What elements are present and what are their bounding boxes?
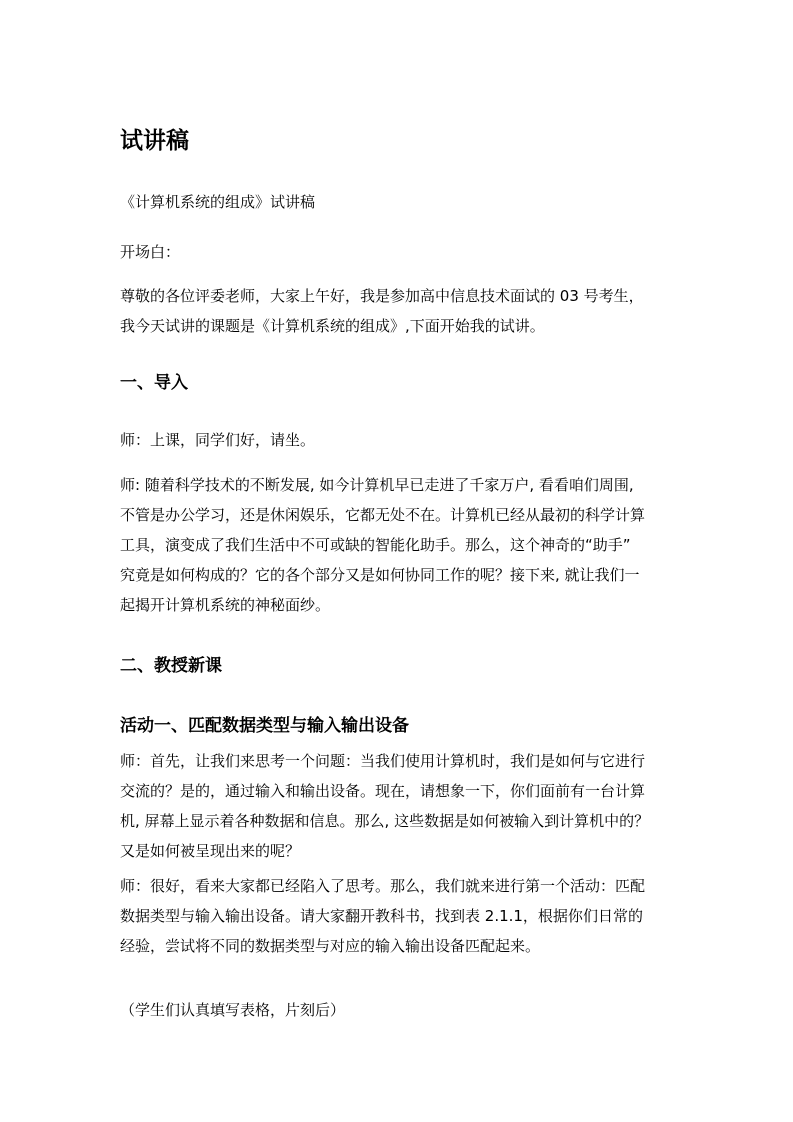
activity-heading: 活动一、匹配数据类型与输入输出设备 [120,716,409,736]
activity-paragraph-1 [120,746,680,866]
text-line: 不管是办公学习，还是休闲娱乐，它都无处不在。计算机已经从最初的科学计算 [120,506,646,524]
text-line: 师: 随着科学技术的不断发展, 如今计算机早已走进了千家万户, 看看咱们周围, [120,476,634,494]
text-line: 起揭开计算机系统的神秘面纱。 [120,596,331,614]
section-heading-new-lesson: 二、教授新课 [120,656,222,676]
opening-paragraph [120,281,680,341]
teacher-greeting: 师：上课，同学们好，请坐。 [120,431,316,449]
text-line: 机, 屏幕上显示着各种数据和信息。那么, 这些数据是如何被输入到计算机中的？ [120,812,650,830]
text-line: 经验，尝试将不同的数据类型与对应的输入输出设备匹配起来。 [120,937,541,955]
activity-paragraph-2 [120,871,680,961]
section-heading-intro: 一、导入 [120,373,188,393]
text-line: 我今天试讲的课题是《计算机系统的组成》,下面开始我的试讲。 [120,317,545,335]
text-line: 尊敬的各位评委老师，大家上午好，我是参加高中信息技术面试的 03 号考生， [120,287,644,305]
document-title: 试讲稿 [120,128,189,154]
teacher-intro-paragraph [120,470,680,620]
text-line: 工具，演变成了我们生活中不可或缺的智能化助手。那么，这个神奇的“助手” [120,536,631,554]
stage-direction: （学生们认真填写表格，片刻后） [120,1001,346,1019]
lecture-subtitle: 《计算机系统的组成》试讲稿 [120,193,316,211]
text-line: 究竟是如何构成的？它的各个部分又是如何协同工作的呢？接下来, 就让我们一 [120,566,640,584]
text-line: 师：很好，看来大家都已经陷入了思考。那么，我们就来进行第一个活动：匹配 [120,877,646,895]
text-line: 师：首先，让我们来思考一个问题：当我们使用计算机时，我们是如何与它进行 [120,752,646,770]
opening-label: 开场白： [120,243,181,261]
text-line: 又是如何被呈现出来的呢？ [120,842,301,860]
text-line: 数据类型与输入输出设备。请大家翻开教科书，找到表 2.1.1，根据你们日常的 [120,907,643,925]
text-line: 交流的？是的，通过输入和输出设备。现在，请想象一下，你们面前有一台计算 [120,782,646,800]
